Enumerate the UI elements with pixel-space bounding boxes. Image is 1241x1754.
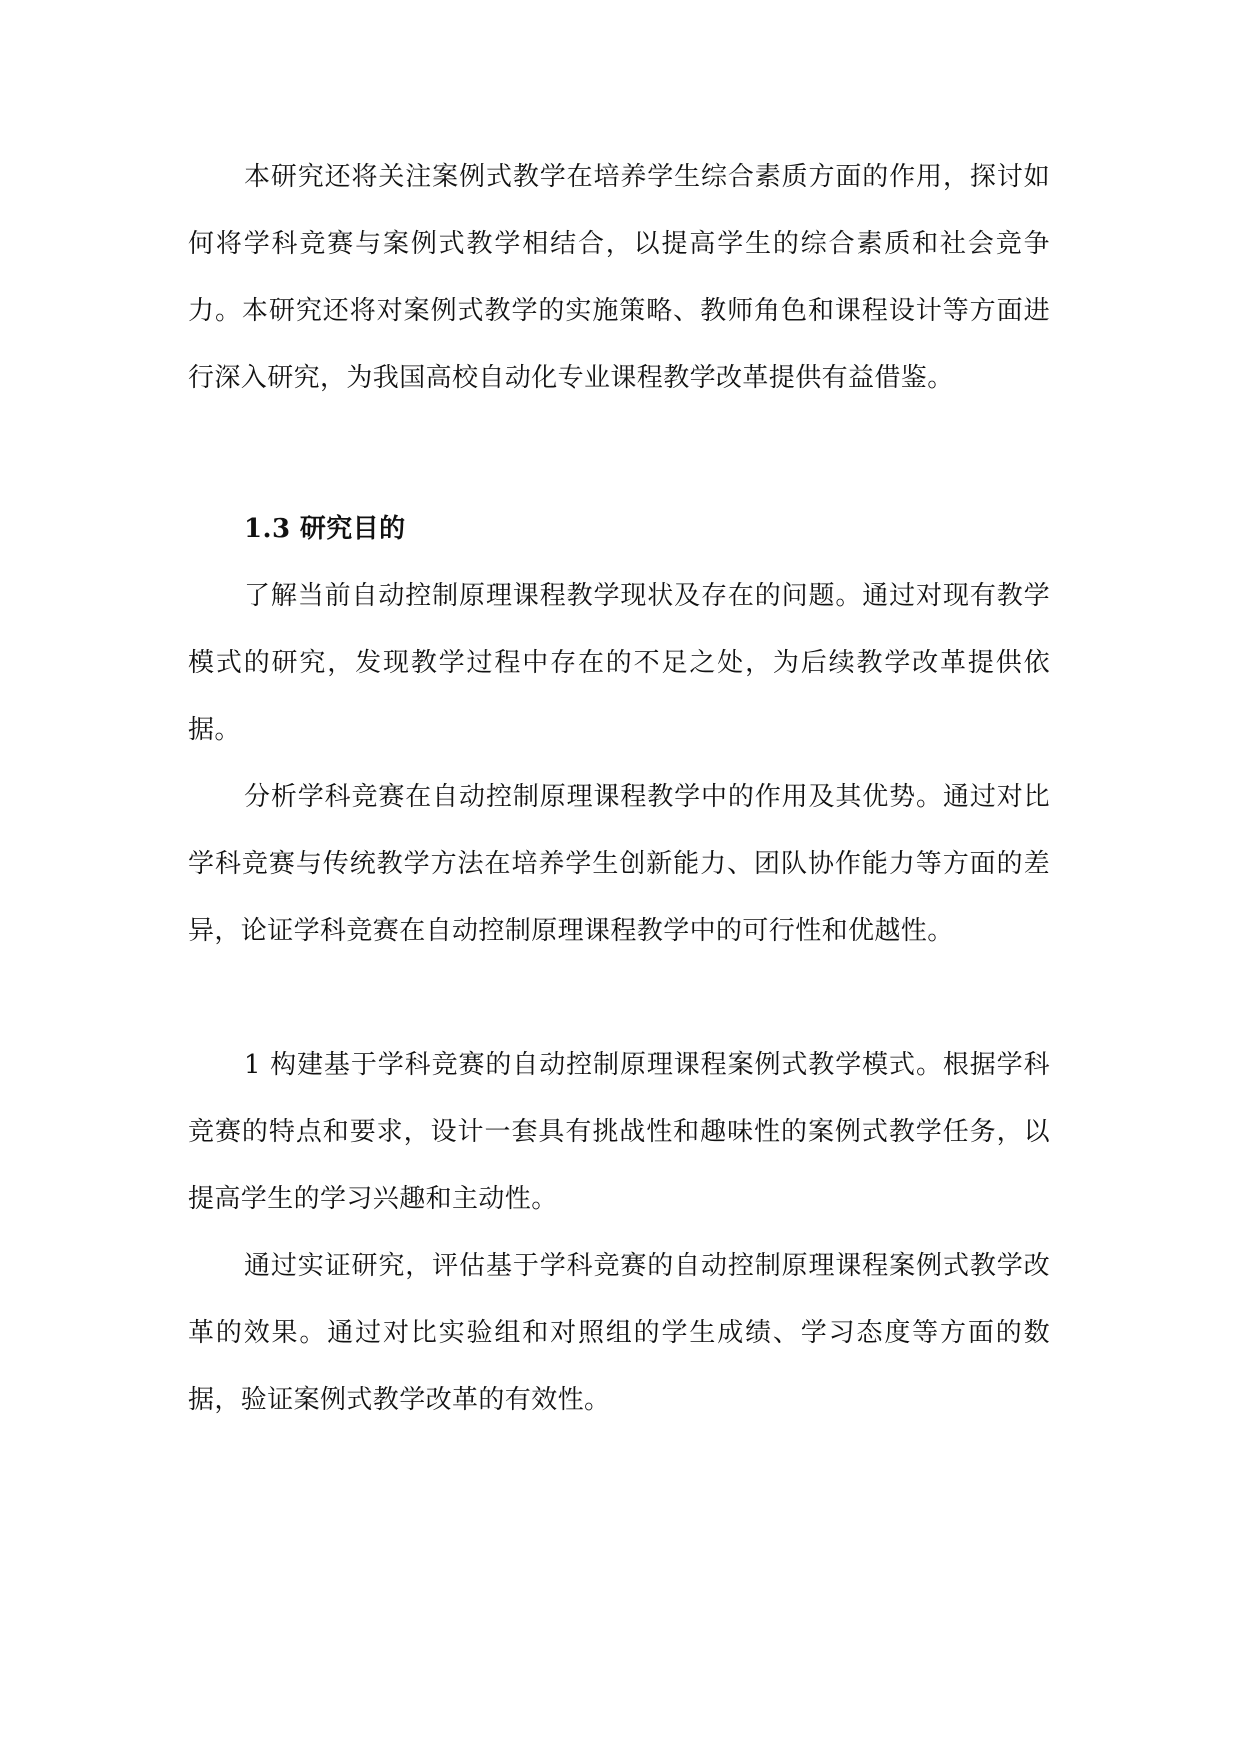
paragraph-objective-2: 分析学科竞赛在自动控制原理课程教学中的作用及其优势。通过对比学科竞赛与传统教学方法在培养学生创新能力、团队协作能力等方面的差异，论证学科竞赛在自动控制原理课程教学中的可行性和优越性。 (188, 782, 1050, 946)
paragraph-objective-3: 1 构建基于学科竞赛的自动控制原理课程案例式教学模式。根据学科竞赛的特点和要求，设计一套具有挑战性和趣味性的案例式教学任务，以提高学生的学习兴趣和主动性。 (188, 1050, 1050, 1214)
paragraph-intro: 本研究还将关注案例式教学在培养学生综合素质方面的作用，探讨如何将学科竞赛与案例式教学相结合，以提高学生的综合素质和社会竞争力。本研究还将对案例式教学的实施策略、教师角色和课程设计等方面进行深入研究，为我国高校自动化专业课程教学改革提供有益借鉴。 (188, 162, 1050, 393)
paragraph-objective-1: 了解当前自动控制原理课程教学现状及存在的问题。通过对现有教学模式的研究，发现教学过程中存在的不足之处，为后续教学改革提供依据。 (188, 581, 1050, 745)
section-heading: 1.3 研究目的 (244, 514, 406, 544)
paragraph-objective-4: 通过实证研究，评估基于学科竞赛的自动控制原理课程案例式教学改革的效果。通过对比实验组和对照组的学生成绩、学习态度等方面的数据，验证案例式教学改革的有效性。 (188, 1251, 1050, 1415)
